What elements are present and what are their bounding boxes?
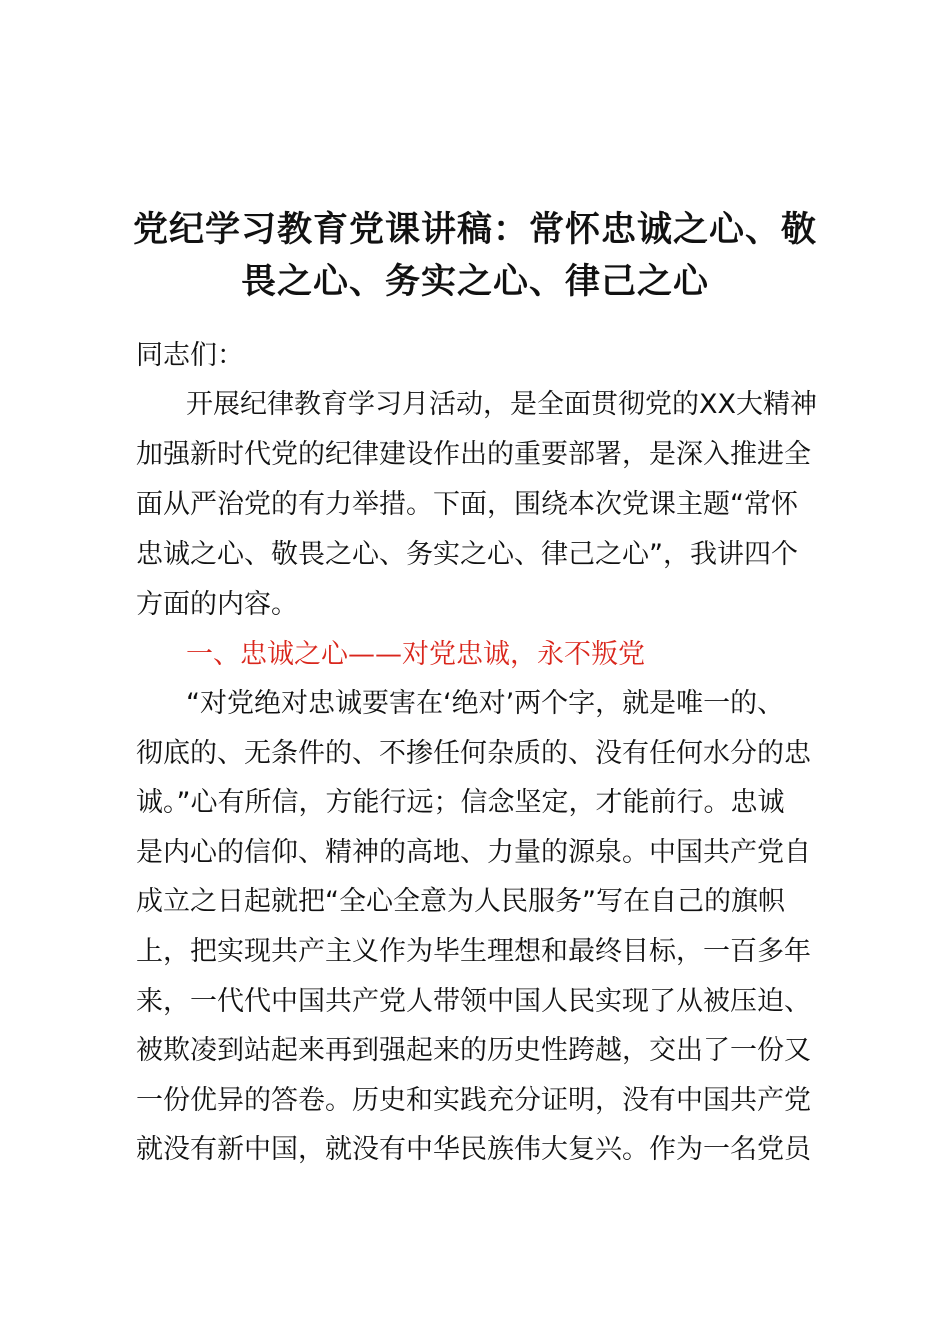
body-line-7: 来，一代代中国共产党人带领中国人民实现了从被压迫、 bbox=[136, 986, 811, 1017]
intro-line-5: 方面的内容。 bbox=[136, 589, 298, 620]
intro-line-2: 加强新时代党的纪律建设作出的重要部署，是深入推进全 bbox=[136, 439, 811, 470]
body-line-10: 就没有新中国，就没有中华民族伟大复兴。作为一名党员 bbox=[136, 1134, 811, 1165]
document-title-line-2: 畏之心、务实之心、律己之心 bbox=[240, 262, 709, 302]
salutation: 同志们： bbox=[136, 340, 244, 371]
body-line-3: 诚。”心有所信，方能行远；信念坚定，才能前行。忠诚 bbox=[136, 787, 785, 818]
intro-line-1: 开展纪律教育学习月活动，是全面贯彻党的XX大精神 bbox=[186, 389, 817, 420]
body-line-5: 成立之日起就把“全心全意为人民服务”写在自己的旗帜 bbox=[136, 886, 785, 917]
body-line-1: “对党绝对忠诚要害在‘绝对’两个字，就是唯一的、 bbox=[186, 688, 785, 719]
body-line-9: 一份优异的答卷。历史和实践充分证明，没有中国共产党 bbox=[136, 1085, 811, 1116]
body-line-2: 彻底的、无条件的、不掺任何杂质的、没有任何水分的忠 bbox=[136, 738, 811, 769]
body-line-4: 是内心的信仰、精神的高地、力量的源泉。中国共产党自 bbox=[136, 837, 811, 868]
intro-line-3: 面从严治党的有力举措。下面，围绕本次党课主题“常怀 bbox=[136, 489, 798, 520]
body-line-6: 上，把实现共产主义作为毕生理想和最终目标，一百多年 bbox=[136, 936, 811, 967]
intro-line-4: 忠诚之心、敬畏之心、务实之心、律己之心”，我讲四个 bbox=[136, 539, 798, 570]
section-heading: 一、忠诚之心——对党忠诚，永不叛党 bbox=[186, 639, 645, 670]
document-title-line-1: 党纪学习教育党课讲稿：常怀忠诚之心、敬 bbox=[132, 210, 817, 250]
body-line-8: 被欺凌到站起来再到强起来的历史性跨越，交出了一份又 bbox=[136, 1035, 811, 1066]
